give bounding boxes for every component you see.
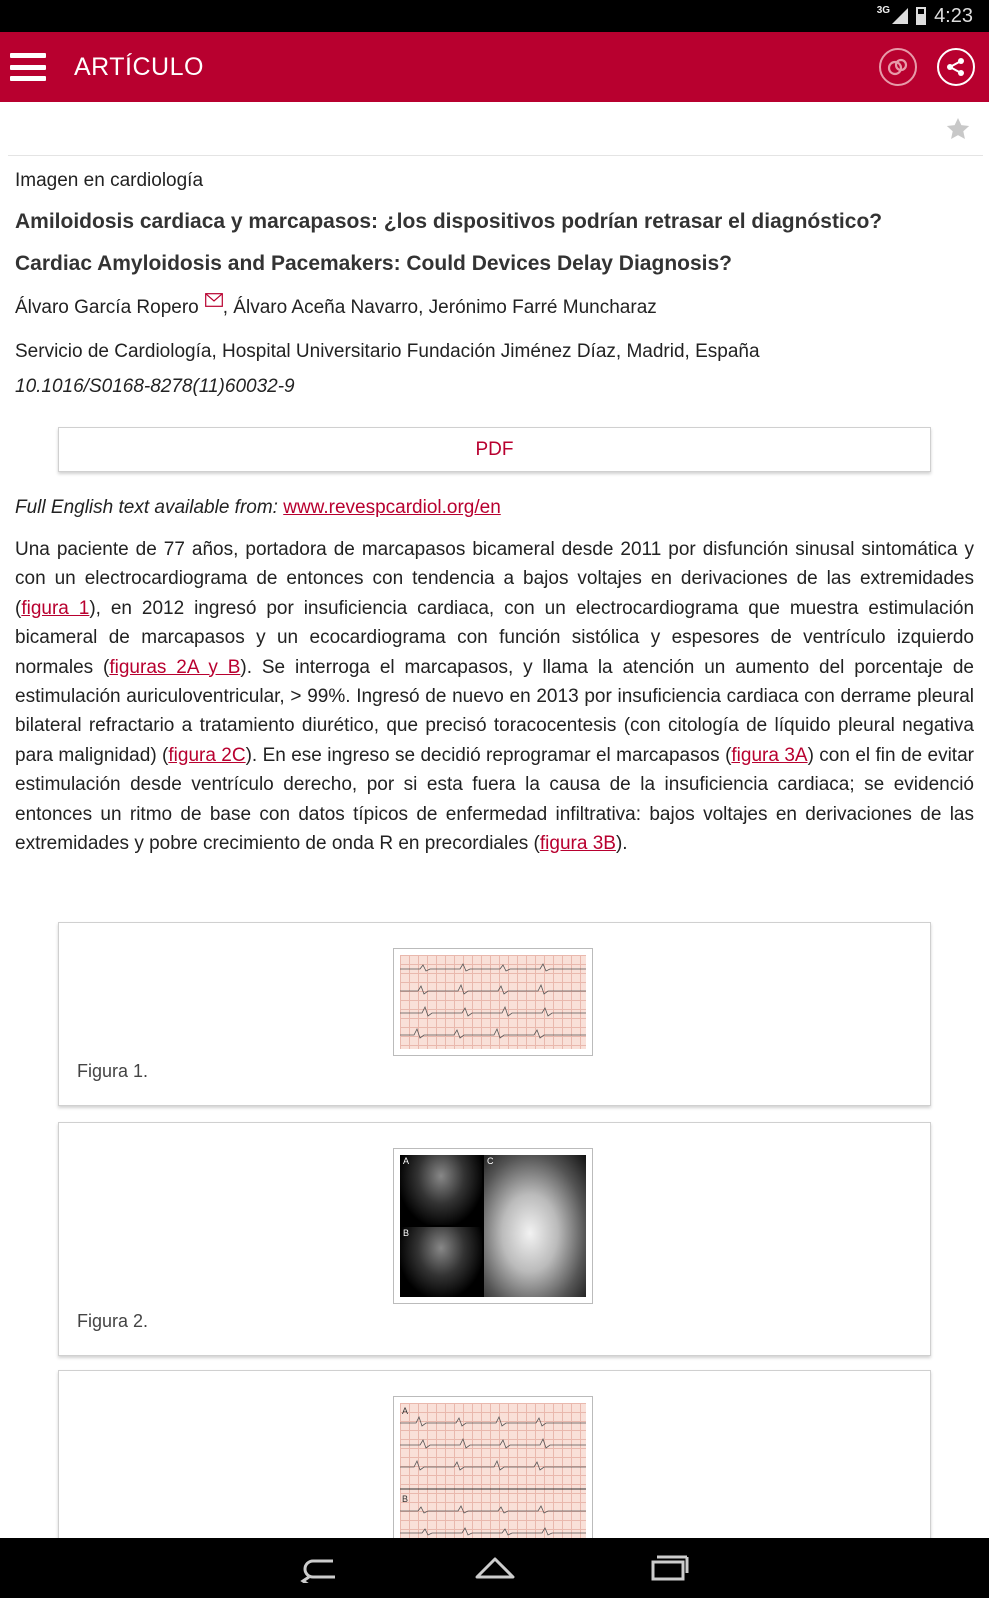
link-figuras-2ab[interactable]: figuras 2A y B xyxy=(109,656,241,678)
body-text-2: ), en 2012 ingresó por insuficiencia cardiaca, con un electrocardiograma que muestra estimulación bicameral de marcapasos y un ecocardiograma con función sistólica y espesores de ventrículo izquierdo normales ( xyxy=(15,597,975,678)
xray-panel-c xyxy=(484,1155,586,1297)
recents-icon[interactable] xyxy=(647,1553,691,1583)
ecg-image-3 xyxy=(400,1403,586,1553)
app-bar-actions xyxy=(879,48,975,86)
link-figura-1[interactable]: figura 1 xyxy=(21,597,90,619)
figure-1-card xyxy=(58,922,931,1106)
figure-3-thumbnail[interactable] xyxy=(393,1396,593,1560)
article-affiliation: Servicio de Cardiología, Hospital Universitario Fundación Jiménez Díaz, Madrid, España xyxy=(15,341,760,362)
favorite-row xyxy=(8,102,983,156)
body-text-1: Una paciente de 77 años, portadora de marcapasos bicameral desde 2011 por disfunción sinusal sintomática y con un electrocardiograma de entonces con tendencia a bajos voltajes en derivaciones de las extremidades ( xyxy=(15,539,974,619)
article-body xyxy=(15,535,974,858)
echo-panel-a xyxy=(400,1155,482,1225)
app-bar xyxy=(0,32,989,102)
envelope-icon[interactable] xyxy=(205,293,223,307)
star-icon[interactable] xyxy=(945,116,971,142)
share-icon[interactable] xyxy=(937,48,975,86)
panel-label-3a: A xyxy=(402,1406,409,1416)
panel-label-b: B xyxy=(403,1228,410,1238)
signal-icon xyxy=(892,8,908,24)
panel-label-a: A xyxy=(403,1156,410,1166)
figure-1-caption: Figura 1. xyxy=(77,1061,149,1081)
article-doi: 10.1016/S0168-8278(11)60032-9 xyxy=(15,376,295,397)
app-title: ARTÍCULO xyxy=(74,52,204,81)
panel-label-c: C xyxy=(487,1156,494,1166)
pdf-button[interactable]: PDF xyxy=(58,427,931,472)
body-text-3: ). Se interroga el marcapasos, y llama la atención un aumento del porcentaje de estimulación auriculoventricular, > 99%. Ingresó de nuevo en 2013 por insuficiencia cardiaca con derrame pleural bilateral refractario a tratamiento diurético, que precisó toracocentesis (con citología de líquido pleural negativa para malignidad) ( xyxy=(15,656,975,766)
link-figura-3a[interactable]: figura 3A xyxy=(731,744,808,766)
fulltext-note xyxy=(15,497,501,519)
body-text-4: ). En ese ingreso se decidió reprogramar el marcapasos ( xyxy=(245,744,732,766)
article-title-es: Amiloidosis cardiaca y marcapasos: ¿los dispositivos podrían retrasar el diagnóstico? xyxy=(15,210,883,233)
authors-rest: , Álvaro Aceña Navarro, Jerónimo Farré Muncharaz xyxy=(222,297,657,318)
panel-label-3b: B xyxy=(402,1494,409,1504)
ecg-image xyxy=(400,955,586,1049)
status-bar xyxy=(0,0,989,32)
fulltext-prefix: Full English text available from: xyxy=(15,497,284,518)
body-text-6: ). xyxy=(615,833,628,855)
figure-2-caption: Figura 2. xyxy=(77,1311,149,1331)
author-first[interactable]: Álvaro García Ropero xyxy=(15,297,199,318)
echo-panel-b xyxy=(400,1227,482,1297)
back-icon[interactable] xyxy=(299,1553,343,1583)
fulltext-link[interactable]: www.revespcardiol.org/en xyxy=(283,497,501,518)
figure-3-card xyxy=(58,1370,931,1550)
home-icon[interactable] xyxy=(473,1553,517,1583)
echo-xray-image xyxy=(400,1155,586,1297)
link-figura-2c[interactable]: figura 2C xyxy=(168,744,246,766)
clock: 4:23 xyxy=(934,4,973,27)
link-figura-3b[interactable]: figura 3B xyxy=(539,833,616,855)
figure-1-thumbnail[interactable] xyxy=(393,948,593,1056)
hamburger-icon[interactable] xyxy=(10,53,46,81)
article-authors xyxy=(15,293,657,319)
article-title-en: Cardiac Amyloidosis and Pacemakers: Could Devices Delay Diagnosis? xyxy=(15,252,732,275)
figure-2-thumbnail[interactable] xyxy=(393,1148,593,1304)
article-section: Imagen en cardiología xyxy=(15,170,204,191)
network-type: 3G xyxy=(876,4,891,16)
figure-2-card xyxy=(58,1122,931,1356)
reading-mode-icon[interactable] xyxy=(879,48,917,86)
body-text-5: ) con el fin de evitar estimulación desde ventrículo derecho, por si esta fuera la causa de la insuficiencia cardiaca; se evidenció entonces un ritmo de base con datos típicos de enfermedad infiltrativa: bajos voltajes en derivaciones de las extremidades y pobre crecimiento de onda R en precordiales ( xyxy=(15,744,974,855)
system-nav-bar xyxy=(0,1538,989,1598)
battery-icon xyxy=(916,7,926,25)
